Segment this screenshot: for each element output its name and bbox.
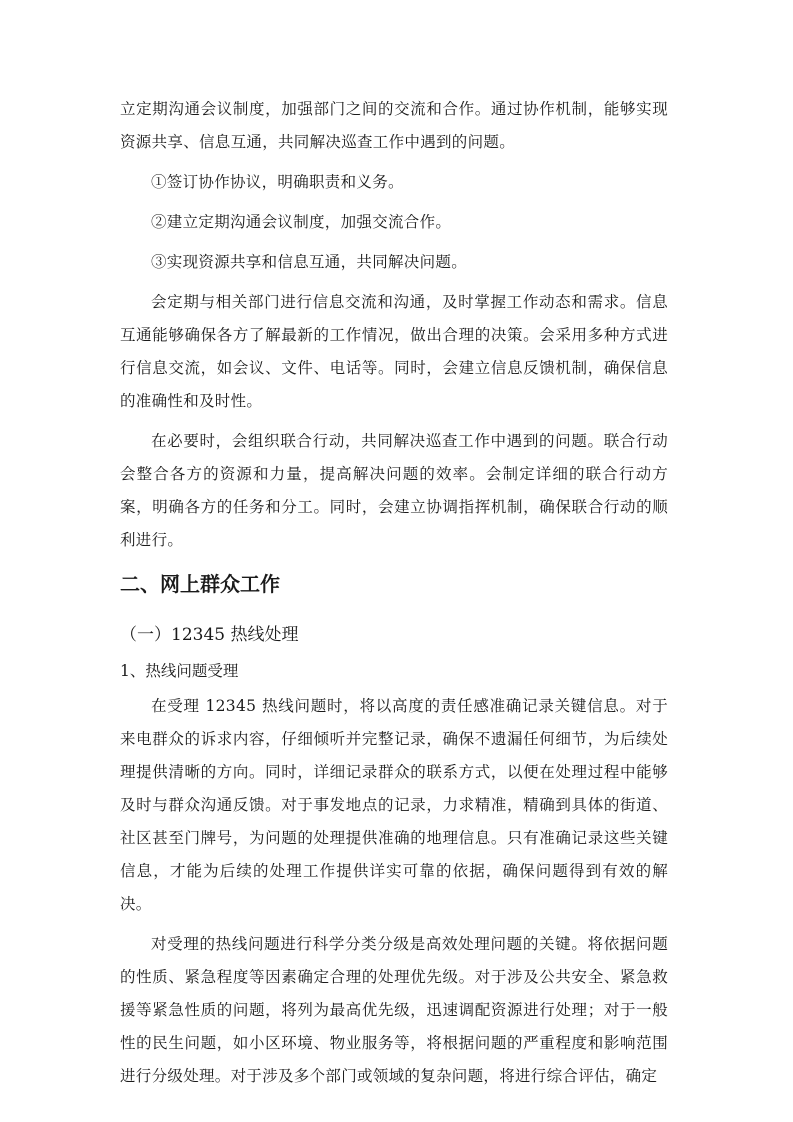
subsection-heading: （一）12345 热线处理	[120, 625, 299, 645]
paragraph-hotline-recording: 在受理 12345 热线问题时，将以高度的责任感准确记录关键信息。对于来电群众的诉求内容，仔细倾听并完整记录，确保不遗漏任何细节，为后续处理提供清晰的方向。同时，详细记录群众的联系方式，以便在处理过程中能够及时与群众沟通反馈。对于事发地点的记录，力求精准，精确到具体的街道、社区甚至门牌号，为问题的处理提供准确的地理信息。只有准确记录这些关键信息，才能为后续的处理工作提供详实可靠的依据，确保问题得到有效的解决。	[120, 697, 668, 913]
section-heading: 二、网上群众工作	[120, 572, 280, 596]
list-item-agreement: ①签订协作协议，明确职责和义务。	[151, 173, 404, 191]
paragraph-information-exchange: 会定期与相关部门进行信息交流和沟通，及时掌握工作动态和需求。信息互通能够确保各方了解最新的工作情况，做出合理的决策。会采用多种方式进行信息交流，如会议、文件、电话等。同时，会建立信息反馈机制，确保信息的准确性和及时性。	[120, 293, 668, 410]
paragraph-cooperation-continued: 立定期沟通会议制度，加强部门之间的交流和合作。通过协作机制，能够实现资源共享、信息互通，共同解决巡查工作中遇到的问题。	[120, 100, 668, 151]
list-item-meeting: ②建立定期沟通会议制度，加强交流合作。	[151, 213, 452, 231]
paragraph-hotline-classification: 对受理的热线问题进行科学分类分级是高效处理问题的关键。将依据问题的性质、紧急程度等因素确定合理的处理优先级。对于涉及公共安全、紧急救援等紧急性质的问题，将列为最高优先级，迅速调配资源进行处理；对于一般性的民生问题，如小区环境、物业服务等，将根据问题的严重程度和影响范围进行分级处理。对于涉及多个部门或领域的复杂问题，将进行综合评估，确定	[120, 935, 668, 1085]
document-page	[120, 93, 668, 1100]
paragraph-joint-action: 在必要时，会组织联合行动，共同解决巡查工作中遇到的问题。联合行动会整合各方的资源和力量，提高解决问题的效率。会制定详细的联合行动方案，明确各方的任务和分工。同时，会建立协调指挥机制，确保联合行动的顺利进行。	[120, 432, 668, 549]
list-item-sharing: ③实现资源共享和信息互通，共同解决问题。	[151, 253, 468, 271]
item-heading: 1、热线问题受理	[120, 662, 239, 680]
